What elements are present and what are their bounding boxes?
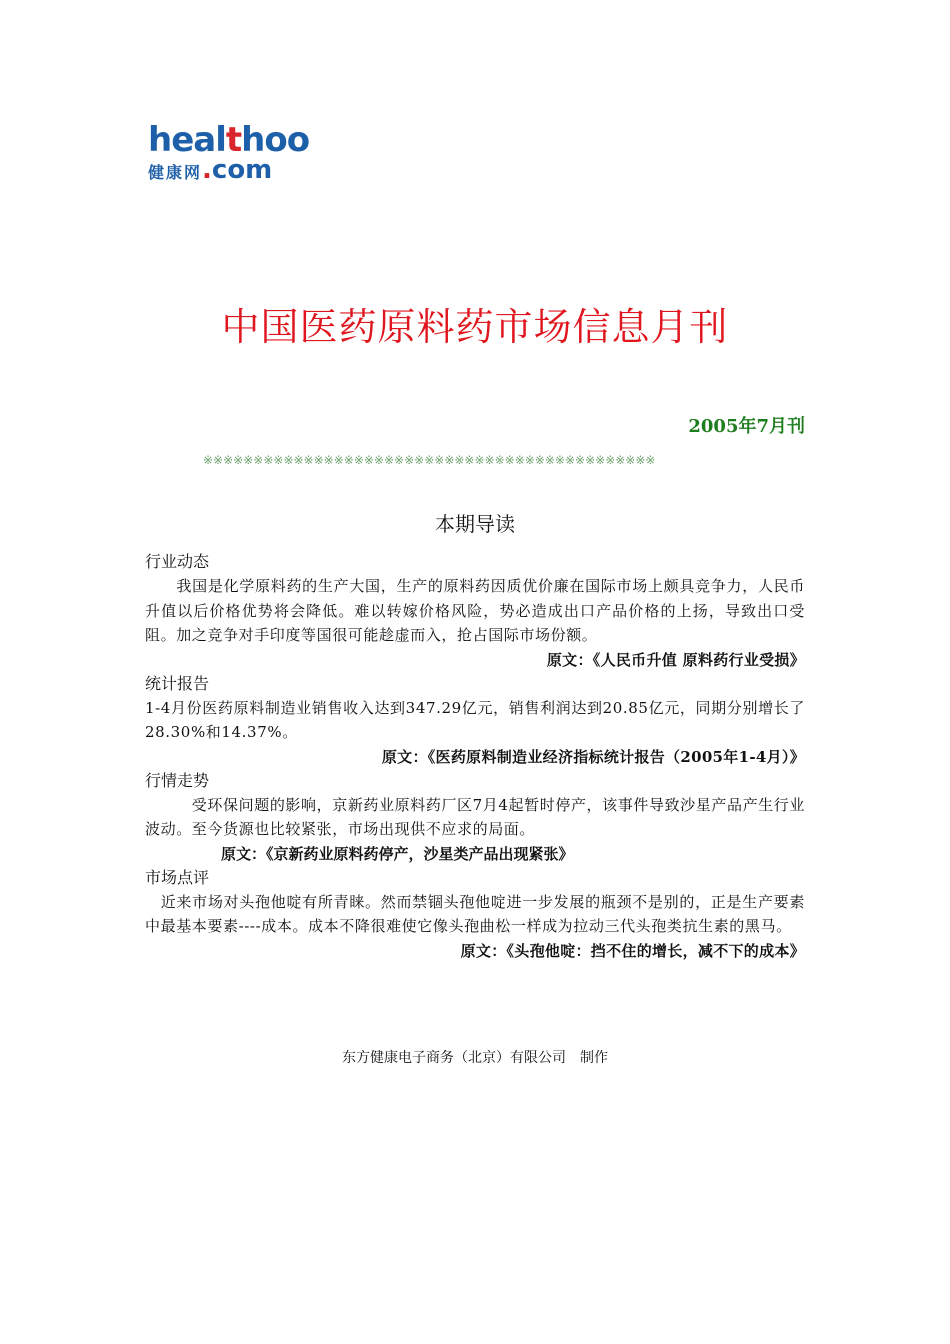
guide-heading: 本期导读 — [435, 512, 515, 536]
guide-content — [145, 550, 805, 963]
logo-dot: . — [202, 155, 212, 185]
source-citation: 原文：《医药原料制造业经济指标统计报告（2005年1-4月）》 — [381, 747, 805, 766]
section-body: 我国是化学原料药的生产大国，生产的原料药因质优价廉在国际市场上颇具竞争力，人民币升值以后价格优势将会降低。难以转嫁价格风险，势必造成出口产品价格的上扬，导致出口受阻。加之竞争对手印度等国很可能趁虚而入，抢占国际市场份额。 — [145, 577, 805, 644]
logo-text-hoo: hoo — [241, 120, 310, 160]
section-statistics-report — [145, 672, 805, 769]
source-citation: 原文：《头孢他啶：挡不住的增长，减不下的成本》 — [460, 941, 805, 960]
section-industry-news — [145, 550, 805, 672]
decorative-divider: ※※※※※※※※※※※※※※※※※※※※※※※※※※※※※※※※※※※※※※※※※※※※※ — [203, 453, 656, 467]
section-body: 近来市场对头孢他啶有所青睐。然而禁锢头孢他啶进一步发展的瓶颈不是别的，正是生产要素中最基本要素----成本。成本不降很难使它像头孢曲松一样成为拉动三代头孢类抗生素的黑马。 — [145, 892, 805, 935]
logo-text-accent: t — [225, 120, 242, 160]
logo-subline — [148, 156, 272, 187]
logo-text-heal: heal — [148, 120, 226, 160]
source-citation: 原文：《京新药业原料药停产，沙星类产品出现紧张》 — [221, 844, 574, 863]
section-heading: 统计报告 — [145, 673, 210, 693]
issue-label: 2005年7月刊 — [688, 416, 805, 437]
section-heading: 市场点评 — [145, 867, 210, 887]
healthoo-logo — [148, 122, 308, 184]
section-body: 1-4月份医药原料制造业销售收入达到347.29亿元，销售利润达到20.85亿元，同期分别增长了28.30%和14.37%。 — [145, 698, 805, 741]
logo-domain: com — [211, 155, 273, 185]
footer-credit: 东方健康电子商务（北京）有限公司 制作 — [342, 1050, 608, 1066]
section-heading: 行情走势 — [145, 770, 210, 790]
source-citation: 原文：《人民币升值 原料药行业受损》 — [546, 650, 805, 669]
section-market-trend — [145, 769, 805, 866]
section-market-review — [145, 866, 805, 963]
section-heading: 行业动态 — [145, 552, 210, 571]
section-body: 受环保问题的影响，京新药业原料药厂区7月4起暂时停产，该事件导致沙星产品产生行业波动。至今货源也比较紧张，市场出现供不应求的局面。 — [145, 795, 805, 838]
page-title: 中国医药原料药市场信息月刊 — [221, 305, 729, 349]
logo-chinese-name: 健康网 — [148, 163, 203, 182]
logo-wordmark — [148, 122, 309, 158]
